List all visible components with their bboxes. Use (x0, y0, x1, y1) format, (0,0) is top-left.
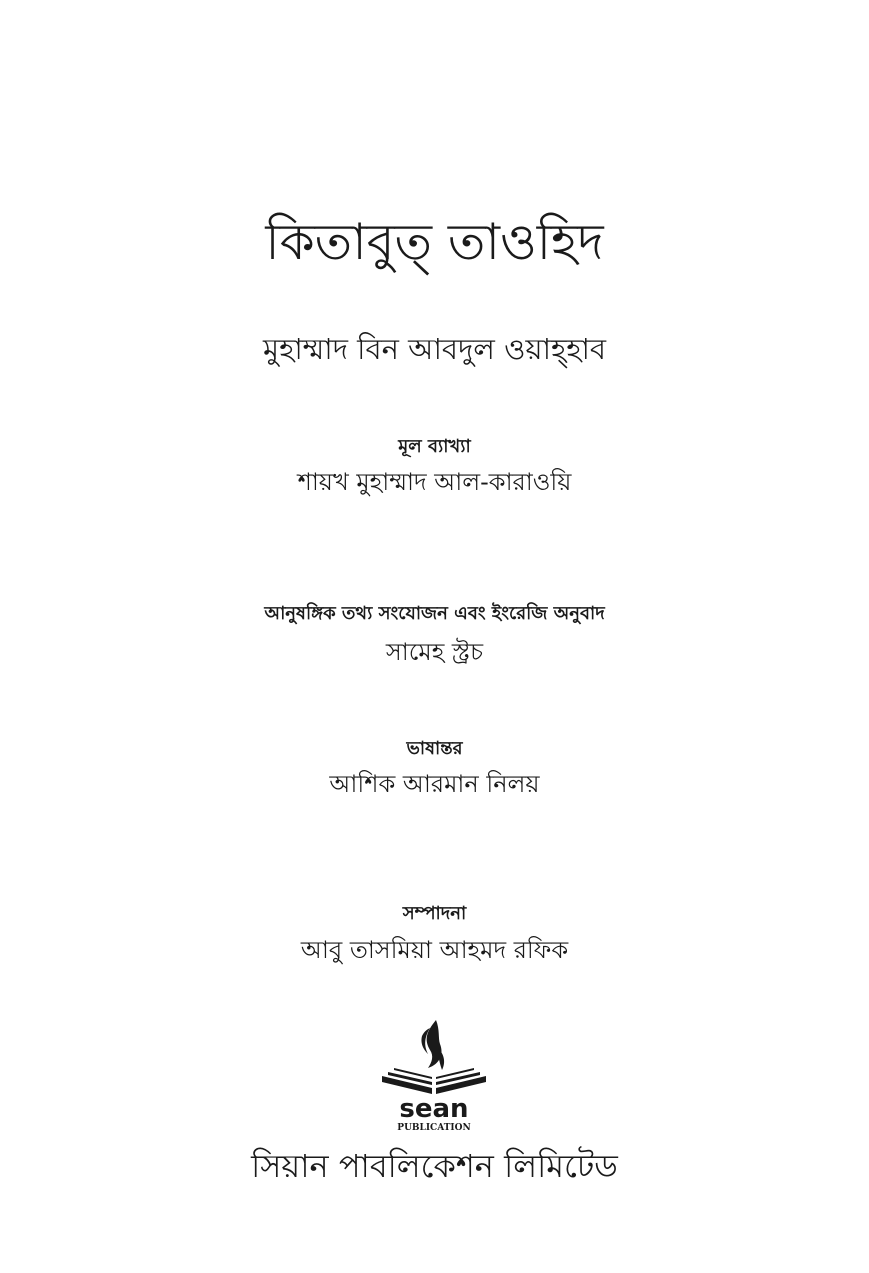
publisher-logo-wordmark: sean (399, 1094, 469, 1124)
publisher-logo-subtext: PUBLICATION (397, 1123, 471, 1133)
credit-name-commentary: শায়খ মুহাম্মাদ আল-কারাওয়ি (297, 468, 572, 496)
credit-name-editing: আবু তাসমিয়া আহমদ রফিক (300, 936, 569, 964)
credit-role-translation: ভাষান্তর (406, 738, 463, 759)
credit-name-supplement-translation: সামেহ স্ট্রচ (385, 638, 484, 666)
publisher-name: সিয়ান পাবলিকেশন লিমিটেড (251, 1147, 618, 1185)
book-title: কিতাবুত্ তাওহিদ (265, 213, 604, 271)
credit-role-editing: সম্পাদনা (402, 903, 467, 924)
book-author: মুহাম্মাদ বিন আবদুল ওয়াহ্হাব (263, 332, 606, 366)
credit-role-commentary: মূল ব্যাখ্যা (398, 436, 471, 457)
credit-name-translation: আশিক আরমান নিলয় (329, 770, 540, 798)
open-book-flame-icon (374, 1018, 494, 1133)
publisher-logo (374, 1018, 494, 1133)
credit-role-supplement-translation: আনুষঙ্গিক তথ্য সংযোজন এবং ইংরেজি অনুবাদ (264, 603, 605, 624)
